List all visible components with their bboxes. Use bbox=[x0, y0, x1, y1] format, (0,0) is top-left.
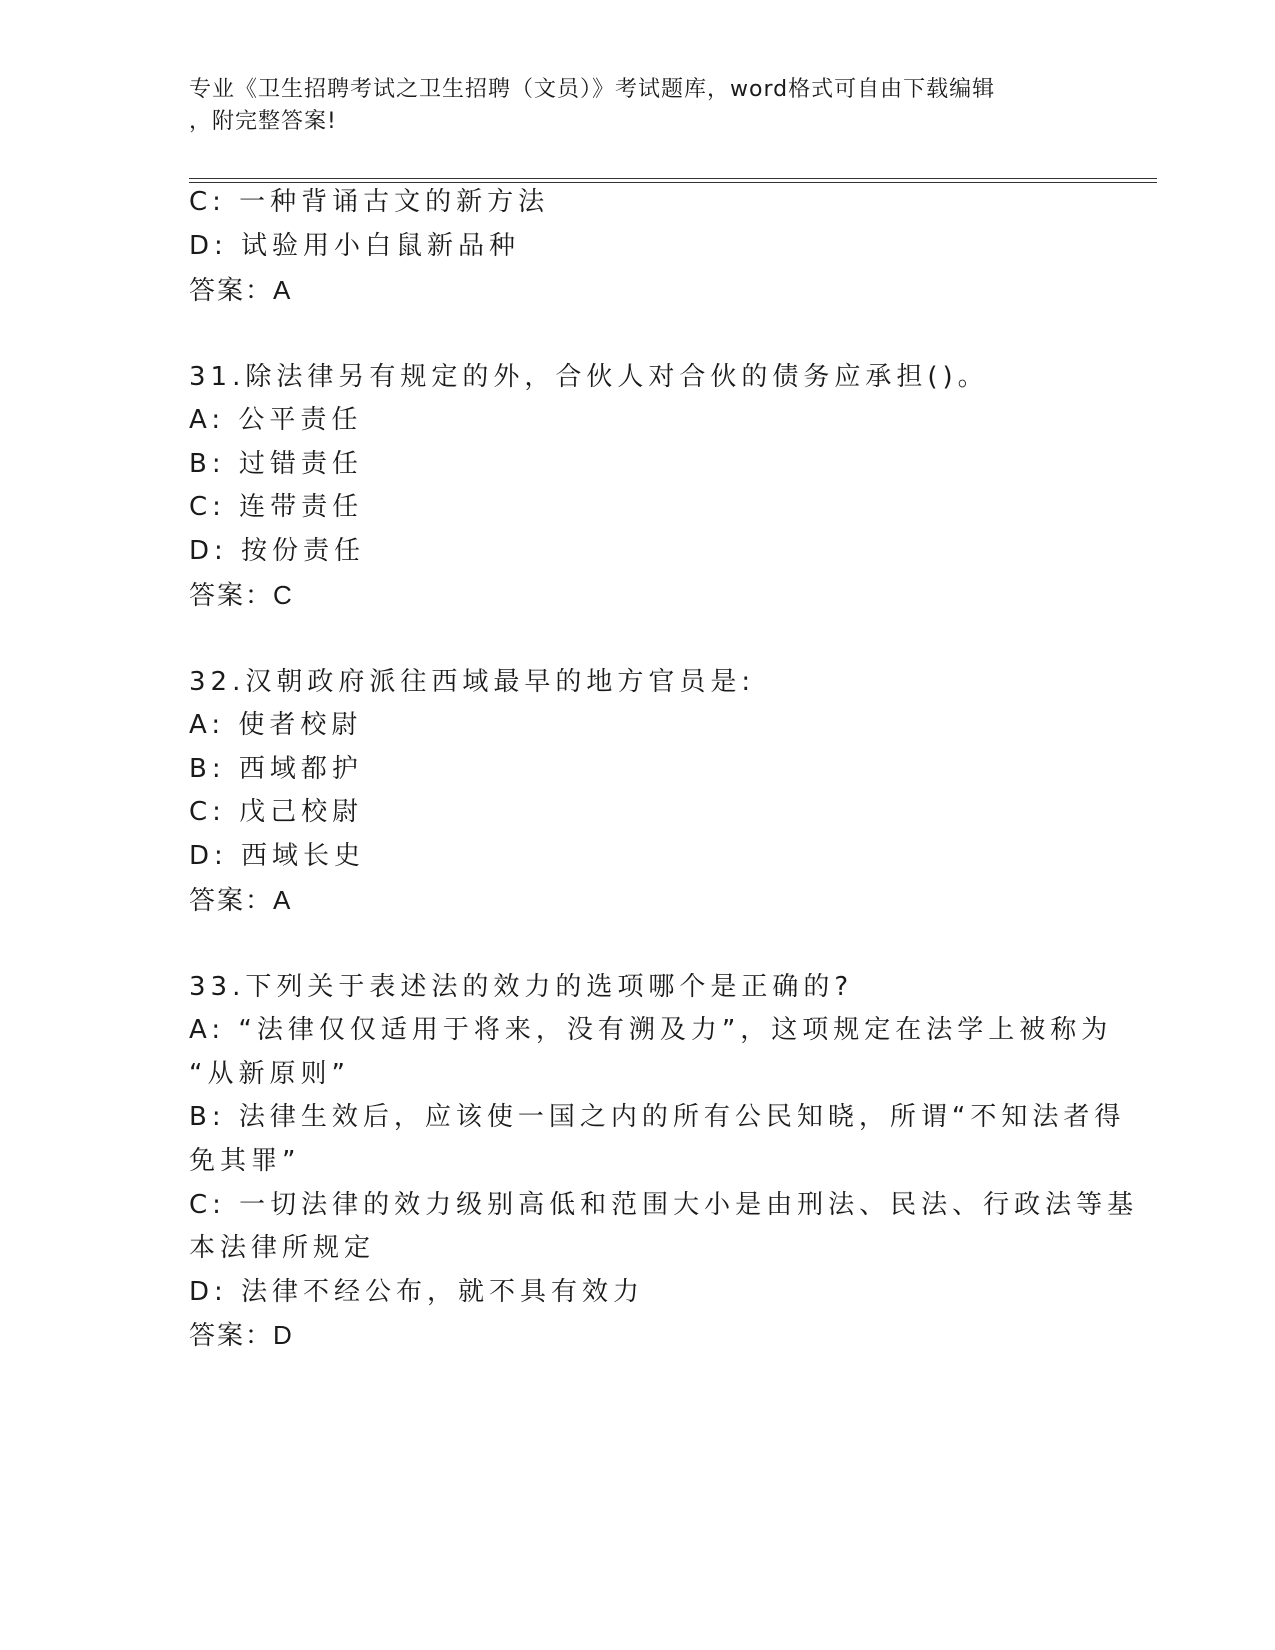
q31-answer: 答案：C bbox=[189, 580, 294, 610]
header-divider-top bbox=[189, 178, 1157, 179]
q31-option-b: B: 过错责任 bbox=[189, 449, 363, 479]
q32-option-d: D: 西域长史 bbox=[189, 841, 366, 871]
q33-option-c-line-1: C: 一切法律的效力级别高低和范围大小是由刑法、民法、行政法等基 bbox=[189, 1190, 1139, 1220]
q33-option-c-line-2: 本法律所规定 bbox=[189, 1233, 376, 1263]
q31-option-c: C: 连带责任 bbox=[189, 492, 364, 522]
q32-option-b: B: 西域都护 bbox=[189, 754, 363, 784]
q33-option-d: D: 法律不经公布，就不具有效力 bbox=[189, 1277, 645, 1307]
q30-answer: 答案：A bbox=[189, 275, 293, 305]
q33-answer: 答案：D bbox=[189, 1320, 294, 1350]
q33-question: 33.下列关于表述法的效力的选项哪个是正确的? bbox=[189, 972, 854, 1002]
header-line-2: ，附完整答案! bbox=[189, 109, 337, 134]
q30-option-c: C: 一种背诵古文的新方法 bbox=[189, 187, 550, 217]
header-divider-bottom bbox=[189, 182, 1157, 183]
q30-option-d: D: 试验用小白鼠新品种 bbox=[189, 231, 521, 261]
q32-question: 32.汉朝政府派往西域最早的地方官员是: bbox=[189, 667, 756, 697]
q31-option-d: D: 按份责任 bbox=[189, 536, 366, 566]
header-line-1: 专业《卫生招聘考试之卫生招聘（文员）》考试题库，word格式可自由下载编辑 bbox=[189, 77, 996, 102]
document-header bbox=[189, 74, 1079, 138]
q33-option-a-line-2: “从新原则” bbox=[189, 1059, 350, 1089]
q33-option-a-line-1: A: “法律仅仅适用于将来，没有溯及力”，这项规定在法学上被称为 bbox=[189, 1015, 1113, 1045]
q32-option-c: C: 戊己校尉 bbox=[189, 797, 364, 827]
q33-option-b-line-1: B: 法律生效后，应该使一国之内的所有公民知晓，所谓“不知法者得 bbox=[189, 1102, 1126, 1132]
q31-option-a: A: 公平责任 bbox=[189, 405, 363, 435]
q32-option-a: A: 使者校尉 bbox=[189, 710, 363, 740]
q31-question: 31.除法律另有规定的外，合伙人对合伙的债务应承担()。 bbox=[189, 362, 989, 392]
q33-option-b-line-2: 免其罪” bbox=[189, 1146, 301, 1176]
q32-answer: 答案：A bbox=[189, 885, 293, 915]
